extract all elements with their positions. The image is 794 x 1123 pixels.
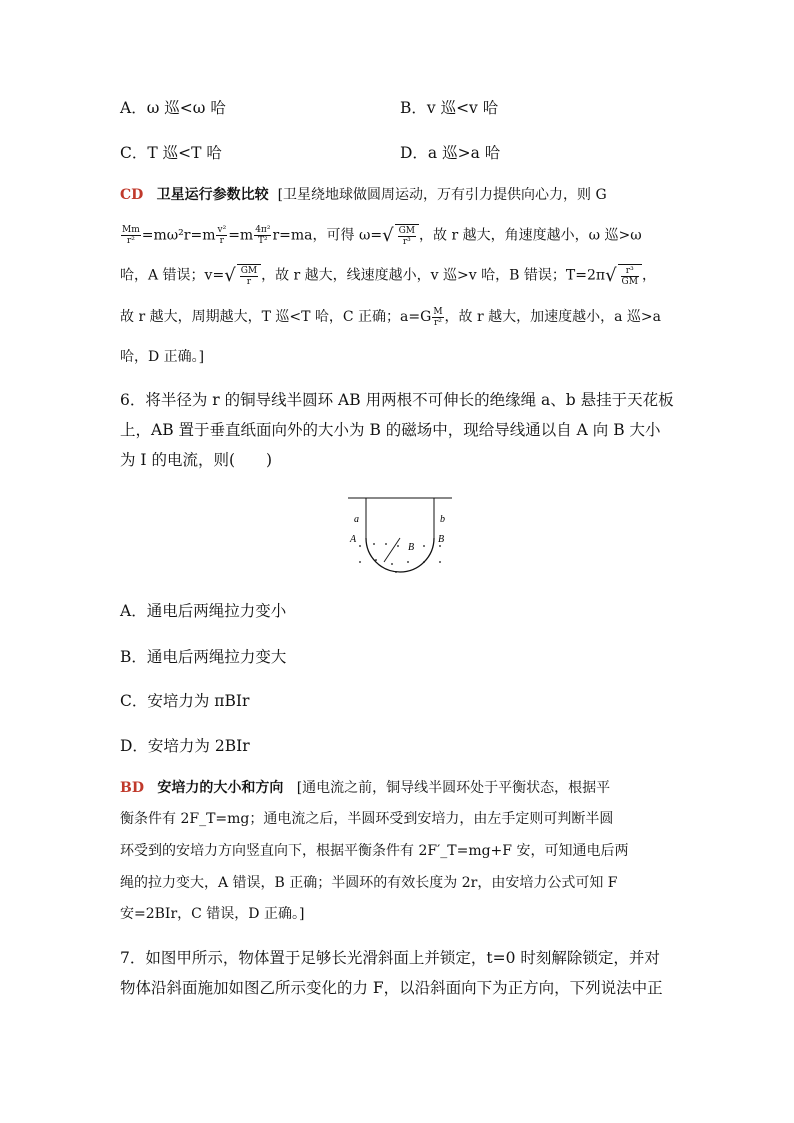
q5-option-d: D．a 巡>a 哈 [400,144,501,162]
q6-answer-topic: 安培力的大小和方向 [157,780,284,796]
q5-option-b: B．v 巡<v 哈 [400,99,499,117]
q6-stem-line-3: 为 I 的电流，则( ) [120,451,273,469]
q6-option-c: C．安培力为 πBIr [120,692,250,710]
q6-answer-letters: BD [120,780,144,796]
frac-m-r2: $\frac{M}{\text{r²}}$ [433,306,443,328]
q6-answer-line-1: BD 安培力的大小和方向 [通电流之前，铜导线半圆环处于平衡状态，根据平 [120,780,611,796]
q5-answer-line-1 [120,184,607,206]
q6-option-d: D．安培力为 2BIr [120,737,250,755]
radius-line [384,538,400,562]
q5-answer-line-2: $\frac{Mm}{\text{r²}}$ =mω²r=m $\frac{\text{v²}}{r}$ =m $\frac{\text{4π²}}{\text{T²}}$ r=ma，可得 ω=√ $\frac{GM}{\text{r³}}$ ，故 r 越大，角速度越小，ω 巡>ω [122,224,642,247]
q6-option-b: B．通电后两绳拉力变大 [120,648,287,666]
semicircle-ring-figure [340,492,460,578]
q7-stem-line-2: 物体沿斜面施加如图乙所示变化的力 F，以沿斜面向下为正方向，下列说法中正 [120,979,663,997]
label-point-b: B [438,534,445,545]
q6-answer-line-4: 绳的拉力变大，A 错误，B 正确；半圆环的有效长度为 2r，由安培力公式可知 F [120,875,618,891]
q5-answer-letters: CD [120,187,144,203]
q5-option-a: A．ω 巡<ω 哈 [120,99,226,117]
frac-mm-r2: $\frac{Mm}{\text{r²}}$ [122,225,140,246]
label-rope-b: b [440,514,445,525]
label-rope-a: a [354,514,359,525]
q5-answer-text-1: [卫星绕地球做圆周运动，万有引力提供向心力，则 G [277,187,607,203]
q5-option-c: C．T 巡<T 哈 [120,144,222,162]
q6-answer-line-2: 衡条件有 2F_T=mg；通电流之后，半圆环受到安培力，由左手定则可判断半圆 [120,811,614,827]
sqrt-gm-r3: $\frac{GM}{\text{r³}}$ [398,225,415,247]
q6-stem-line-2: 上，AB 置于垂直纸面向外的大小为 B 的磁场中，现给导线通以自 A 向 B 大小 [120,421,661,439]
sqrt-r3-gm: $\frac{\text{r³}}{GM}$ [621,265,638,287]
sqrt-gm-r: $\frac{GM}{r}$ [240,265,258,287]
q5-answer-line-3: 哈，A 错误；v=√ $\frac{GM}{r}$ ，故 r 越大，线速度越小，v 巡>v 哈，B 错误；T=2π√ $\frac{\text{r³}}{GM}$ ， [120,264,656,287]
label-point-a: A [350,534,357,545]
q5-answer-line-4: 故 r 越大，周期越大，T 巡<T 哈，C 正确；a=G $\frac{M}{\text{r²}}$ ，故 r 越大，加速度越小，a 巡>a [120,306,662,328]
q6-option-a: A．通电后两绳拉力变小 [120,602,287,620]
q6-stem-line-1: 6．将半径为 r 的铜导线半圆环 AB 用两根不可伸长的绝缘绳 a、b 悬挂于天花板 [120,391,674,409]
magnetic-field-dots [359,543,441,573]
q7-stem-line-1: 7．如图甲所示，物体置于足够长光滑斜面上并锁定，t=0 时刻解除锁定，并对 [120,949,660,967]
q5-answer-topic: 卫星运行参数比较 [156,187,269,203]
frac-v2-r: $\frac{\text{v²}}{r}$ [217,225,227,246]
q5-answer-line-5: 哈，D 正确。] [120,349,205,365]
q6-answer-line-3: 环受到的安培力方向竖直向下，根据平衡条件有 2F′_T=mg+F 安，可知通电后两 [120,843,629,859]
q6-answer-line-5: 安=2BIr，C 错误，D 正确。] [120,906,305,922]
semicircle-ring [366,538,434,572]
frac-4pi2-t2: $\frac{\text{4π²}}{\text{T²}}$ [255,225,271,246]
label-field-b: B [408,542,415,553]
